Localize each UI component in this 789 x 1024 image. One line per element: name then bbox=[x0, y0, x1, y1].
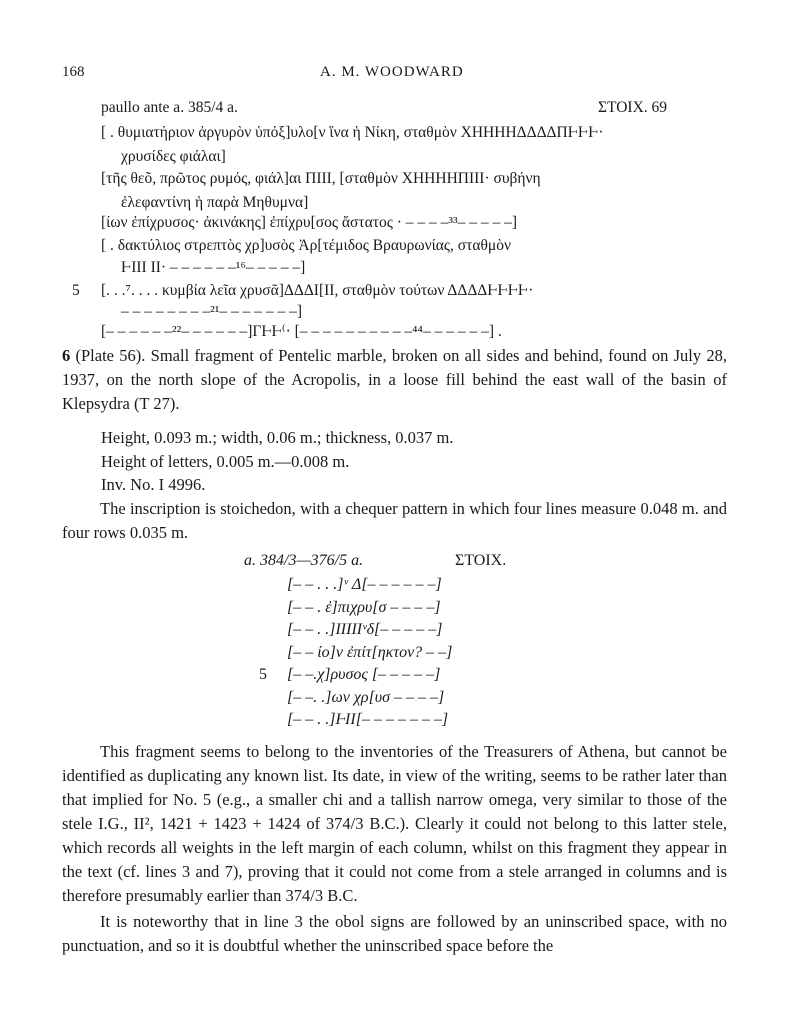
inscription-line: [– – . . .]ᵛ Δ[– – – – – –] bbox=[287, 576, 442, 593]
commentary-paragraph-1 bbox=[62, 740, 727, 908]
inscription-line: [ίων ἐπίχρυσος· ἀκινάκης] ἐπίχρυ[σος ἄστατος · – – – –³³– – – – –] bbox=[101, 214, 518, 231]
stoichedon-note-text: The inscription is stoichedon, with a chequer pattern in which four lines measure 0.048 m. and four rows 0.035 m. bbox=[62, 499, 727, 542]
table-date: a. 384/3—376/5 a. bbox=[244, 552, 364, 569]
measurement-line: Height of letters, 0.005 m.—0.008 m. bbox=[101, 451, 350, 471]
entry-number: 6 bbox=[62, 346, 71, 365]
line-number: 5 bbox=[72, 282, 80, 299]
line-number: 5 bbox=[259, 666, 267, 683]
inscription-line: [. . .⁷. . . . κυμβία λεῖα χρυσᾶ]ΔΔΔΙ[ΙΙ, σταθμὸν τούτων ΔΔΔΔⱵⱵⱵⱵ· bbox=[101, 282, 534, 299]
commentary-text: It is noteworthy that in line 3 the obol signs are followed by an uninscribed space, with no punctuation, and so it is doubtful whether the uninscribed space before the bbox=[62, 912, 727, 955]
inscription-line: [– –. .]ων χρ[υσ – – – –] bbox=[287, 689, 445, 706]
inscription-line: – – – – – – – –²¹– – – – – – –] bbox=[121, 303, 303, 320]
inscription-date: paullo ante a. 385/4 a. bbox=[101, 99, 238, 116]
stoichedon-note bbox=[62, 497, 727, 545]
page-number: 168 bbox=[62, 64, 85, 80]
table-stoich-label: ΣΤΟΙΧ. bbox=[455, 552, 507, 569]
inscription-line: [– – . .]ⱵII[– – – – – – –] bbox=[287, 711, 449, 728]
inscription-line: [– – ίο]ν ἐπίτ[ηκτον? – –] bbox=[287, 644, 453, 661]
measurement-line: Height, 0.093 m.; width, 0.06 m.; thickness, 0.037 m. bbox=[101, 428, 454, 447]
commentary-text: This fragment seems to belong to the inventories of the Treasurers of Athena, but cannot be identified as duplicating any known list. Its date, in view of the writing, seems to be rather later than that implied for No. 5 (e.g., a smaller chi and a tallish narrow omega, very similar to those of the stele I.G., II², 1421 + 1423 + 1424 of 374/3 B.C.). Clearly it could not belong to this latter stele, which records all weights in the left margin of each column, whilst on this fragment they appear in the text (cf. lines 3 and 7), proving that it could not come from a stele arranged in columns and is therefore presumably earlier than 374/3 B.C. bbox=[62, 742, 727, 905]
stoich-label: ΣΤΟΙΧ. 69 bbox=[598, 99, 668, 116]
inscription-line: [– – . .]IIIIIᵛδ[– – – – –] bbox=[287, 621, 443, 638]
inscription-line: χρυσίδες φιάλαι] bbox=[121, 148, 226, 165]
inscription-line: ἐλεφαντίνη ἡ παρὰ Μηθυμνα] bbox=[121, 194, 309, 211]
measurements bbox=[101, 426, 453, 497]
inscription-line: [– – – – – –²²– – – – – –]ΓⱵⱵ⁽· [– – – – – – – – – –⁴⁴– – – – – –] . bbox=[101, 323, 502, 340]
running-title: A. M. WOODWARD bbox=[320, 64, 464, 80]
inscription-line: [– –.χ]ρυσος [– – – – –] bbox=[287, 666, 441, 683]
inscription-line: [– – . ἐ]πιχρυ[σ – – – –] bbox=[287, 599, 441, 616]
inscription-line: [τῆς θεõ, πρῶτος ρυμός, φιάλ]αι ΠIII, [σταθμὸν ΧΗΗΗΗΠIII· συβήνη bbox=[101, 170, 541, 187]
inscription-line: ⱵIII II· – – – – – –¹⁶– – – – –] bbox=[121, 259, 306, 276]
entry-6-description bbox=[62, 344, 727, 416]
inscription-line: [ . δακτύλιος στρεπτὸς χρ]υσὸς Ἀρ[τέμιδος Βραυρωνίας, σταθμὸν bbox=[101, 237, 511, 254]
inscription-line: [ . θυμιατήριον ἀργυρὸν ὑπόξ]υλο[ν ἵνα ἡ Νίκη, σταθμὸν ΧΗΗΗΗΔΔΔΔΠⱵⱵⱵ· bbox=[101, 124, 604, 141]
commentary-paragraph-2 bbox=[62, 910, 727, 958]
entry-description-text: (Plate 56). Small fragment of Pentelic marble, broken on all sides and behind, found on July 28, 1937, on the north slope of the Acropolis, in a loose fill behind the east wall of the basin of Klepsydra (T 27). bbox=[62, 346, 727, 413]
measurement-line: Inv. No. I 4996. bbox=[101, 475, 206, 494]
